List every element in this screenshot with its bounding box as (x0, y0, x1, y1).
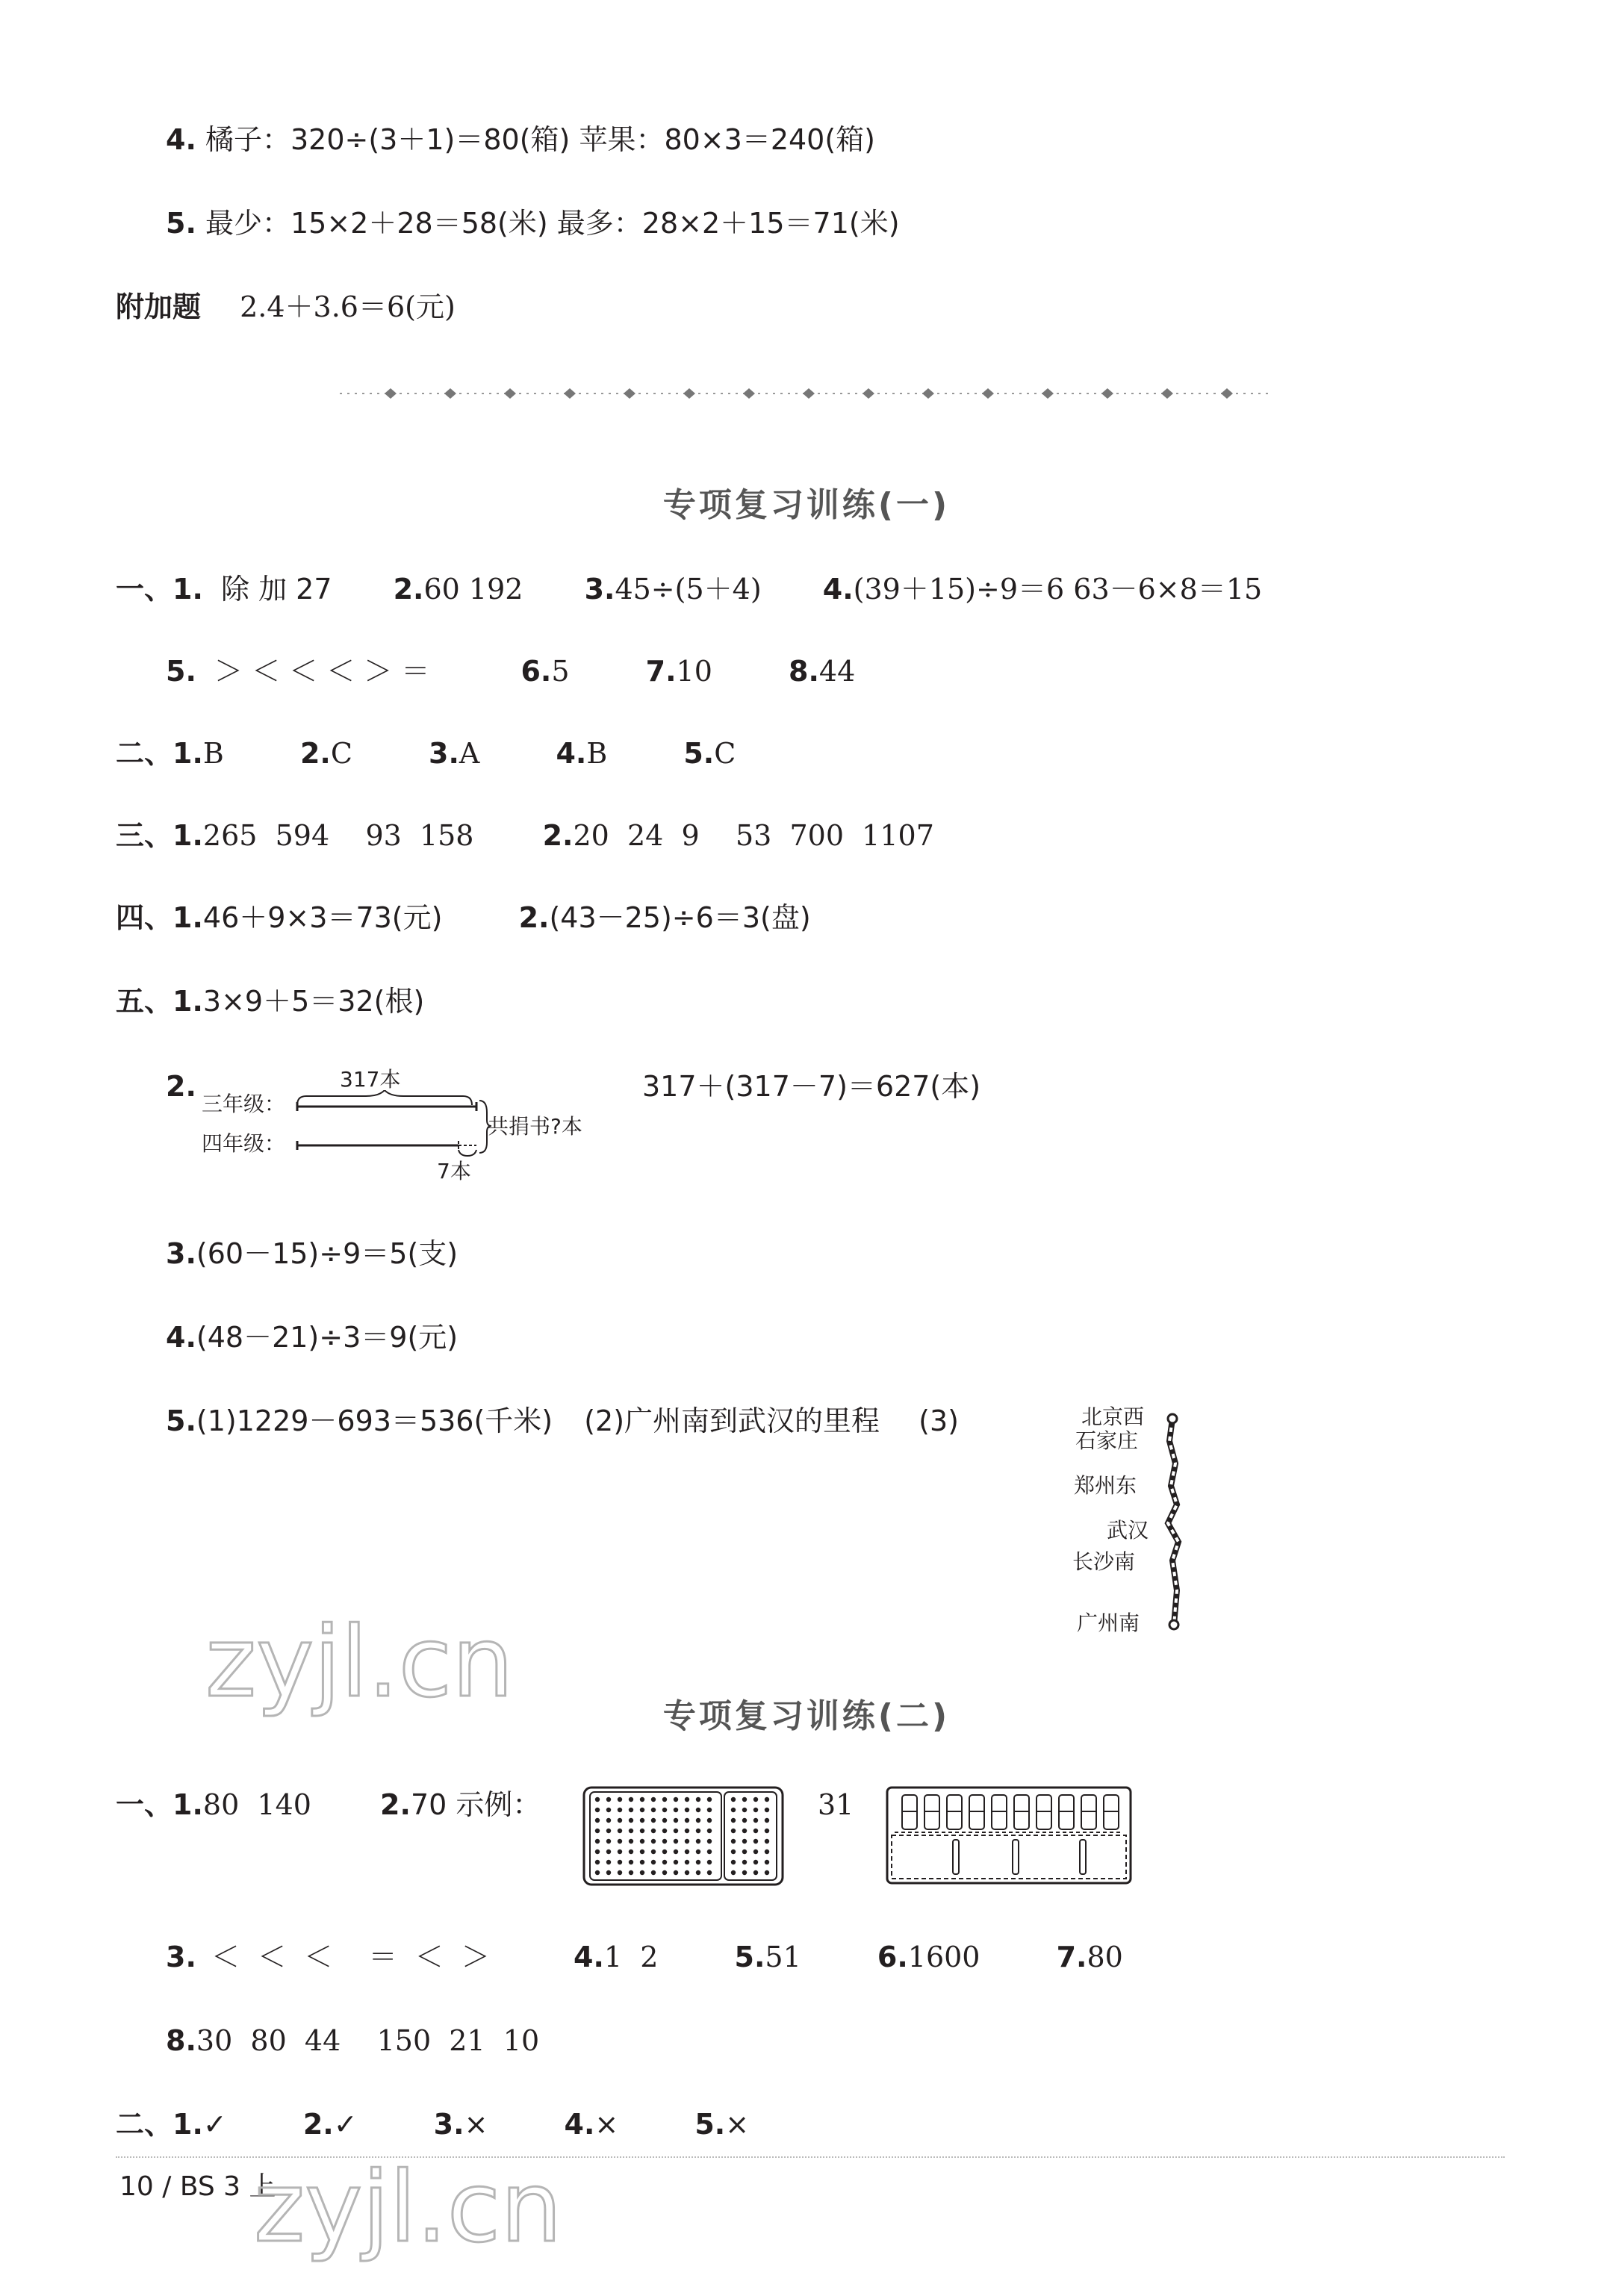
answer-mark: × (725, 2108, 750, 2141)
dot (674, 1818, 678, 1823)
dot (731, 1829, 736, 1833)
dot (685, 1808, 689, 1812)
dot (618, 1870, 622, 1875)
s1-row-6 (116, 985, 425, 1018)
dot (753, 1849, 758, 1854)
dot (696, 1870, 700, 1875)
s1-row-8 (166, 1239, 458, 1268)
item-number: 1. (173, 2108, 203, 2141)
answer-text: C (714, 737, 736, 770)
page-number: 10 / BS 3 上 (119, 2171, 276, 2202)
dot (753, 1797, 758, 1802)
dot (685, 1839, 689, 1844)
dot (696, 1829, 700, 1833)
dot (731, 1797, 736, 1802)
item-number: 4. (166, 123, 196, 156)
dot (618, 1797, 622, 1802)
divider (340, 382, 1273, 405)
answer-mark: × (594, 2108, 619, 2141)
dot (765, 1808, 769, 1812)
dot (731, 1849, 736, 1854)
dot (731, 1860, 736, 1864)
station-label: 郑州东 (1074, 1473, 1137, 1498)
dot (640, 1797, 644, 1802)
dot (765, 1829, 769, 1833)
dot (618, 1818, 622, 1823)
answer-text: 10 (676, 655, 712, 688)
diagram-lines (291, 1090, 493, 1165)
dot (640, 1870, 644, 1875)
dot (707, 1797, 712, 1802)
item-number: 4. (822, 573, 854, 606)
dot (662, 1870, 667, 1875)
item-number: 8. (166, 2024, 196, 2057)
dot (707, 1818, 712, 1823)
answer-mark: × (464, 2108, 488, 2141)
answer-text: 橘子：320÷(3＋1)＝80(箱) 苹果：80×3＝240(箱) (205, 123, 875, 156)
counting-rods-illustration (886, 1786, 1132, 1886)
dot (742, 1849, 747, 1854)
dot (742, 1797, 747, 1802)
dot (618, 1849, 622, 1854)
dot (742, 1860, 747, 1864)
answer-4 (166, 125, 875, 154)
answer-text: (2)广州南到武汉的里程 (584, 1404, 880, 1437)
dot (707, 1870, 712, 1875)
item-number: 3. (166, 1237, 196, 1270)
dot (606, 1849, 611, 1854)
dot (696, 1839, 700, 1844)
item-number: 3. (166, 1941, 196, 1973)
item-number: 3. (433, 2108, 464, 2141)
dot (662, 1849, 667, 1854)
dot (662, 1797, 667, 1802)
section-number: 一、 (116, 573, 173, 606)
dot (606, 1808, 611, 1812)
dot (618, 1860, 622, 1864)
dot (606, 1839, 611, 1844)
dot (606, 1797, 611, 1802)
dot (753, 1870, 758, 1875)
dot (765, 1818, 769, 1823)
dot (606, 1818, 611, 1823)
answer-text: 44 (818, 655, 856, 688)
s2-row-4 (116, 2108, 750, 2141)
dot (662, 1808, 667, 1812)
dot (731, 1870, 736, 1875)
dot (765, 1860, 769, 1864)
item-number: 4. (574, 1941, 604, 1973)
dot (651, 1829, 656, 1833)
item-number: 2. (166, 1070, 196, 1103)
dot (606, 1870, 611, 1875)
single-rod (953, 1840, 959, 1874)
answer-text: (3) (919, 1404, 959, 1437)
dot (640, 1818, 644, 1823)
dot (662, 1839, 667, 1844)
s2-row-2 (166, 1943, 1123, 1971)
single-rod (1013, 1840, 1019, 1874)
dot (765, 1797, 769, 1802)
dot (618, 1839, 622, 1844)
item-number: 1. (173, 901, 203, 934)
dot (651, 1797, 656, 1802)
answer-text: 1600 (907, 1941, 980, 1973)
single-rod (1080, 1840, 1086, 1874)
dot (640, 1808, 644, 1812)
dot (707, 1808, 712, 1812)
dot (640, 1839, 644, 1844)
answer-text: ＞ ＜ ＜ ＜ ＞ ＝ (214, 655, 430, 688)
dot (595, 1797, 600, 1802)
item-number: 2. (380, 1788, 411, 1821)
s2-row-3 (166, 2026, 539, 2055)
dot (685, 1849, 689, 1854)
answer-text: 2.4＋3.6＝6(元) (240, 290, 456, 323)
dot (629, 1797, 633, 1802)
dot (651, 1849, 656, 1854)
dot (742, 1818, 747, 1823)
s1-row-10 (166, 1404, 959, 1437)
dot (696, 1818, 700, 1823)
diagram-label: 共捐书?本 (488, 1114, 582, 1139)
item-number: 1. (173, 573, 203, 606)
dot (629, 1860, 633, 1864)
item-number: 6. (877, 1941, 908, 1973)
dot (696, 1860, 700, 1864)
dot (674, 1808, 678, 1812)
dot (685, 1860, 689, 1864)
bonus-answer (116, 290, 456, 323)
answer-text: 31 (818, 1788, 854, 1821)
dot (595, 1829, 600, 1833)
dot (595, 1849, 600, 1854)
answer-text: (1)1229－693＝536(千米) (196, 1404, 553, 1437)
station-label: 长沙南 (1072, 1549, 1136, 1574)
answer-text: A (459, 737, 480, 770)
dot (696, 1849, 700, 1854)
answer-text: B (202, 737, 224, 770)
answer-5 (166, 207, 900, 240)
dot (685, 1870, 689, 1875)
answer-text: 46＋9×3＝73(元) (202, 901, 443, 934)
section-number: 一、 (116, 1788, 173, 1821)
dot (629, 1870, 633, 1875)
item-number: 4. (166, 1321, 196, 1354)
dot (707, 1829, 712, 1833)
dot (765, 1849, 769, 1854)
dot (595, 1808, 600, 1812)
item-number: 2. (542, 819, 574, 852)
answer-text: 70 示例： (410, 1788, 541, 1821)
dot (662, 1829, 667, 1833)
dot (629, 1849, 633, 1854)
section-title-1: 专项复习训练(一) (662, 486, 951, 524)
answer-text: (60－15)÷9＝5(支) (196, 1237, 459, 1270)
dot (606, 1860, 611, 1864)
item-number: 6. (520, 655, 552, 688)
item-number: 1. (173, 819, 203, 852)
item-number: 5. (734, 1941, 765, 1973)
dot (674, 1839, 678, 1844)
item-number: 7. (645, 655, 677, 688)
dot (753, 1808, 758, 1812)
answer-text: 3×9＋5＝32(根) (202, 985, 425, 1018)
item-number: 5. (166, 655, 196, 688)
dot (674, 1797, 678, 1802)
answer-text: 5 (551, 655, 570, 688)
dot (595, 1839, 600, 1844)
section-title-2: 专项复习训练(二) (662, 1697, 951, 1735)
dot (618, 1808, 622, 1812)
dot (742, 1870, 747, 1875)
station-label: 广州南 (1077, 1611, 1140, 1635)
item-number: 5. (683, 737, 715, 770)
dot (685, 1829, 689, 1833)
dot (707, 1860, 712, 1864)
answer-text: B (586, 737, 608, 770)
dot (651, 1818, 656, 1823)
answer-text: 20 24 9 53 700 1107 (573, 819, 934, 852)
dot (742, 1829, 747, 1833)
answer-text: 80 (1087, 1941, 1123, 1973)
answer-text: C (330, 737, 352, 770)
watermark: zyjl.cn (205, 1605, 514, 1719)
s1-row-1 (116, 573, 1263, 606)
dot (651, 1860, 656, 1864)
dot (765, 1839, 769, 1844)
dot (674, 1829, 678, 1833)
diagram-label: 317本 (340, 1067, 401, 1092)
dot (696, 1797, 700, 1802)
dot (753, 1860, 758, 1864)
item-number: 8. (789, 655, 819, 688)
answer-text: ＜ ＜ ＜ ＝ ＜ ＞ (211, 1941, 490, 1973)
s1-row-5 (116, 903, 811, 932)
item-number: 1. (173, 737, 203, 770)
answer-text: 45÷(5＋4) (615, 573, 762, 606)
answer-text: 1 2 (603, 1941, 659, 1973)
watermark: zyjl.cn (254, 2150, 562, 2264)
section-number: 二、 (116, 737, 173, 770)
answer-text: (39＋15)÷9＝6 63－6×8＝15 (853, 573, 1263, 606)
dot (731, 1818, 736, 1823)
answer-text: (48－21)÷3＝9(元) (196, 1321, 459, 1354)
section-number: 五、 (116, 985, 173, 1018)
item-number: 5. (166, 1404, 196, 1437)
dot-array-illustration (582, 1786, 784, 1886)
item-number: 3. (429, 737, 459, 770)
dot (595, 1870, 600, 1875)
dot (640, 1849, 644, 1854)
dot (618, 1829, 622, 1833)
dot (707, 1839, 712, 1844)
dot (640, 1860, 644, 1864)
item-number: 5. (694, 2108, 726, 2141)
diagram-label: 7本 (437, 1159, 471, 1183)
station-label: 武汉 (1107, 1518, 1149, 1543)
dot (595, 1818, 600, 1823)
s1-row-3 (116, 739, 736, 768)
dot (662, 1860, 667, 1864)
dot (707, 1849, 712, 1854)
dot (629, 1829, 633, 1833)
dot (674, 1849, 678, 1854)
section-number: 四、 (116, 901, 173, 934)
item-number: 3. (584, 573, 615, 606)
dot (651, 1808, 656, 1812)
item-number: 2. (299, 737, 331, 770)
dot (742, 1808, 747, 1812)
answer-text: 除 加 27 (221, 573, 332, 606)
dot (753, 1829, 758, 1833)
answer-mark: ✓ (333, 2108, 358, 2141)
answer-text: 最少：15×2＋28＝58(米) 最多：28×2＋15＝71(米) (205, 207, 900, 240)
bonus-label: 附加题 (116, 290, 202, 323)
dot (651, 1839, 656, 1844)
answer-text: 317＋(317－7)＝627(本) (642, 1070, 981, 1103)
item-number: 2. (393, 573, 424, 606)
dot (674, 1860, 678, 1864)
dot (685, 1797, 689, 1802)
answer-text: 30 80 44 150 21 10 (196, 2024, 540, 2057)
diagram-row-label: 三年级： (202, 1092, 286, 1116)
s1-row-4 (116, 821, 934, 850)
route-line (1150, 1411, 1195, 1635)
item-number: 5. (166, 207, 196, 240)
dot (640, 1829, 644, 1833)
dot (765, 1870, 769, 1875)
answer-text: 80 140 (202, 1788, 311, 1821)
answer-text: (43－25)÷6＝3(盘) (549, 901, 811, 934)
item-number: 2. (518, 901, 550, 934)
dot (595, 1860, 600, 1864)
answer-text: 60 192 (423, 573, 523, 606)
item-number: 1. (173, 985, 203, 1018)
dot (685, 1818, 689, 1823)
answer-text: 51 (765, 1941, 801, 1973)
answer-text: 265 594 93 158 (202, 819, 474, 852)
s1-row-9 (166, 1321, 459, 1354)
diagram-row-label: 四年级： (202, 1131, 286, 1156)
station-label: 石家庄 (1075, 1428, 1139, 1453)
dot (606, 1829, 611, 1833)
item-number: 4. (564, 2108, 595, 2141)
dot (674, 1870, 678, 1875)
answer-mark: ✓ (202, 2108, 227, 2141)
section-number: 三、 (116, 819, 173, 852)
dot (629, 1839, 633, 1844)
dot (753, 1818, 758, 1823)
s1-row-2 (166, 655, 856, 688)
station-label: 北京西 (1081, 1404, 1145, 1429)
dot (629, 1808, 633, 1812)
s2-row-1 (116, 1788, 541, 1821)
dot (753, 1839, 758, 1844)
dot (731, 1839, 736, 1844)
section-number: 二、 (116, 2108, 173, 2141)
item-number: 1. (173, 1788, 203, 1821)
item-number: 4. (556, 737, 587, 770)
item-number: 2. (302, 2108, 334, 2141)
dot (731, 1808, 736, 1812)
dot (696, 1808, 700, 1812)
dot (742, 1839, 747, 1844)
dot (651, 1870, 656, 1875)
item-number: 7. (1056, 1941, 1087, 1973)
dot (629, 1818, 633, 1823)
dot (662, 1818, 667, 1823)
